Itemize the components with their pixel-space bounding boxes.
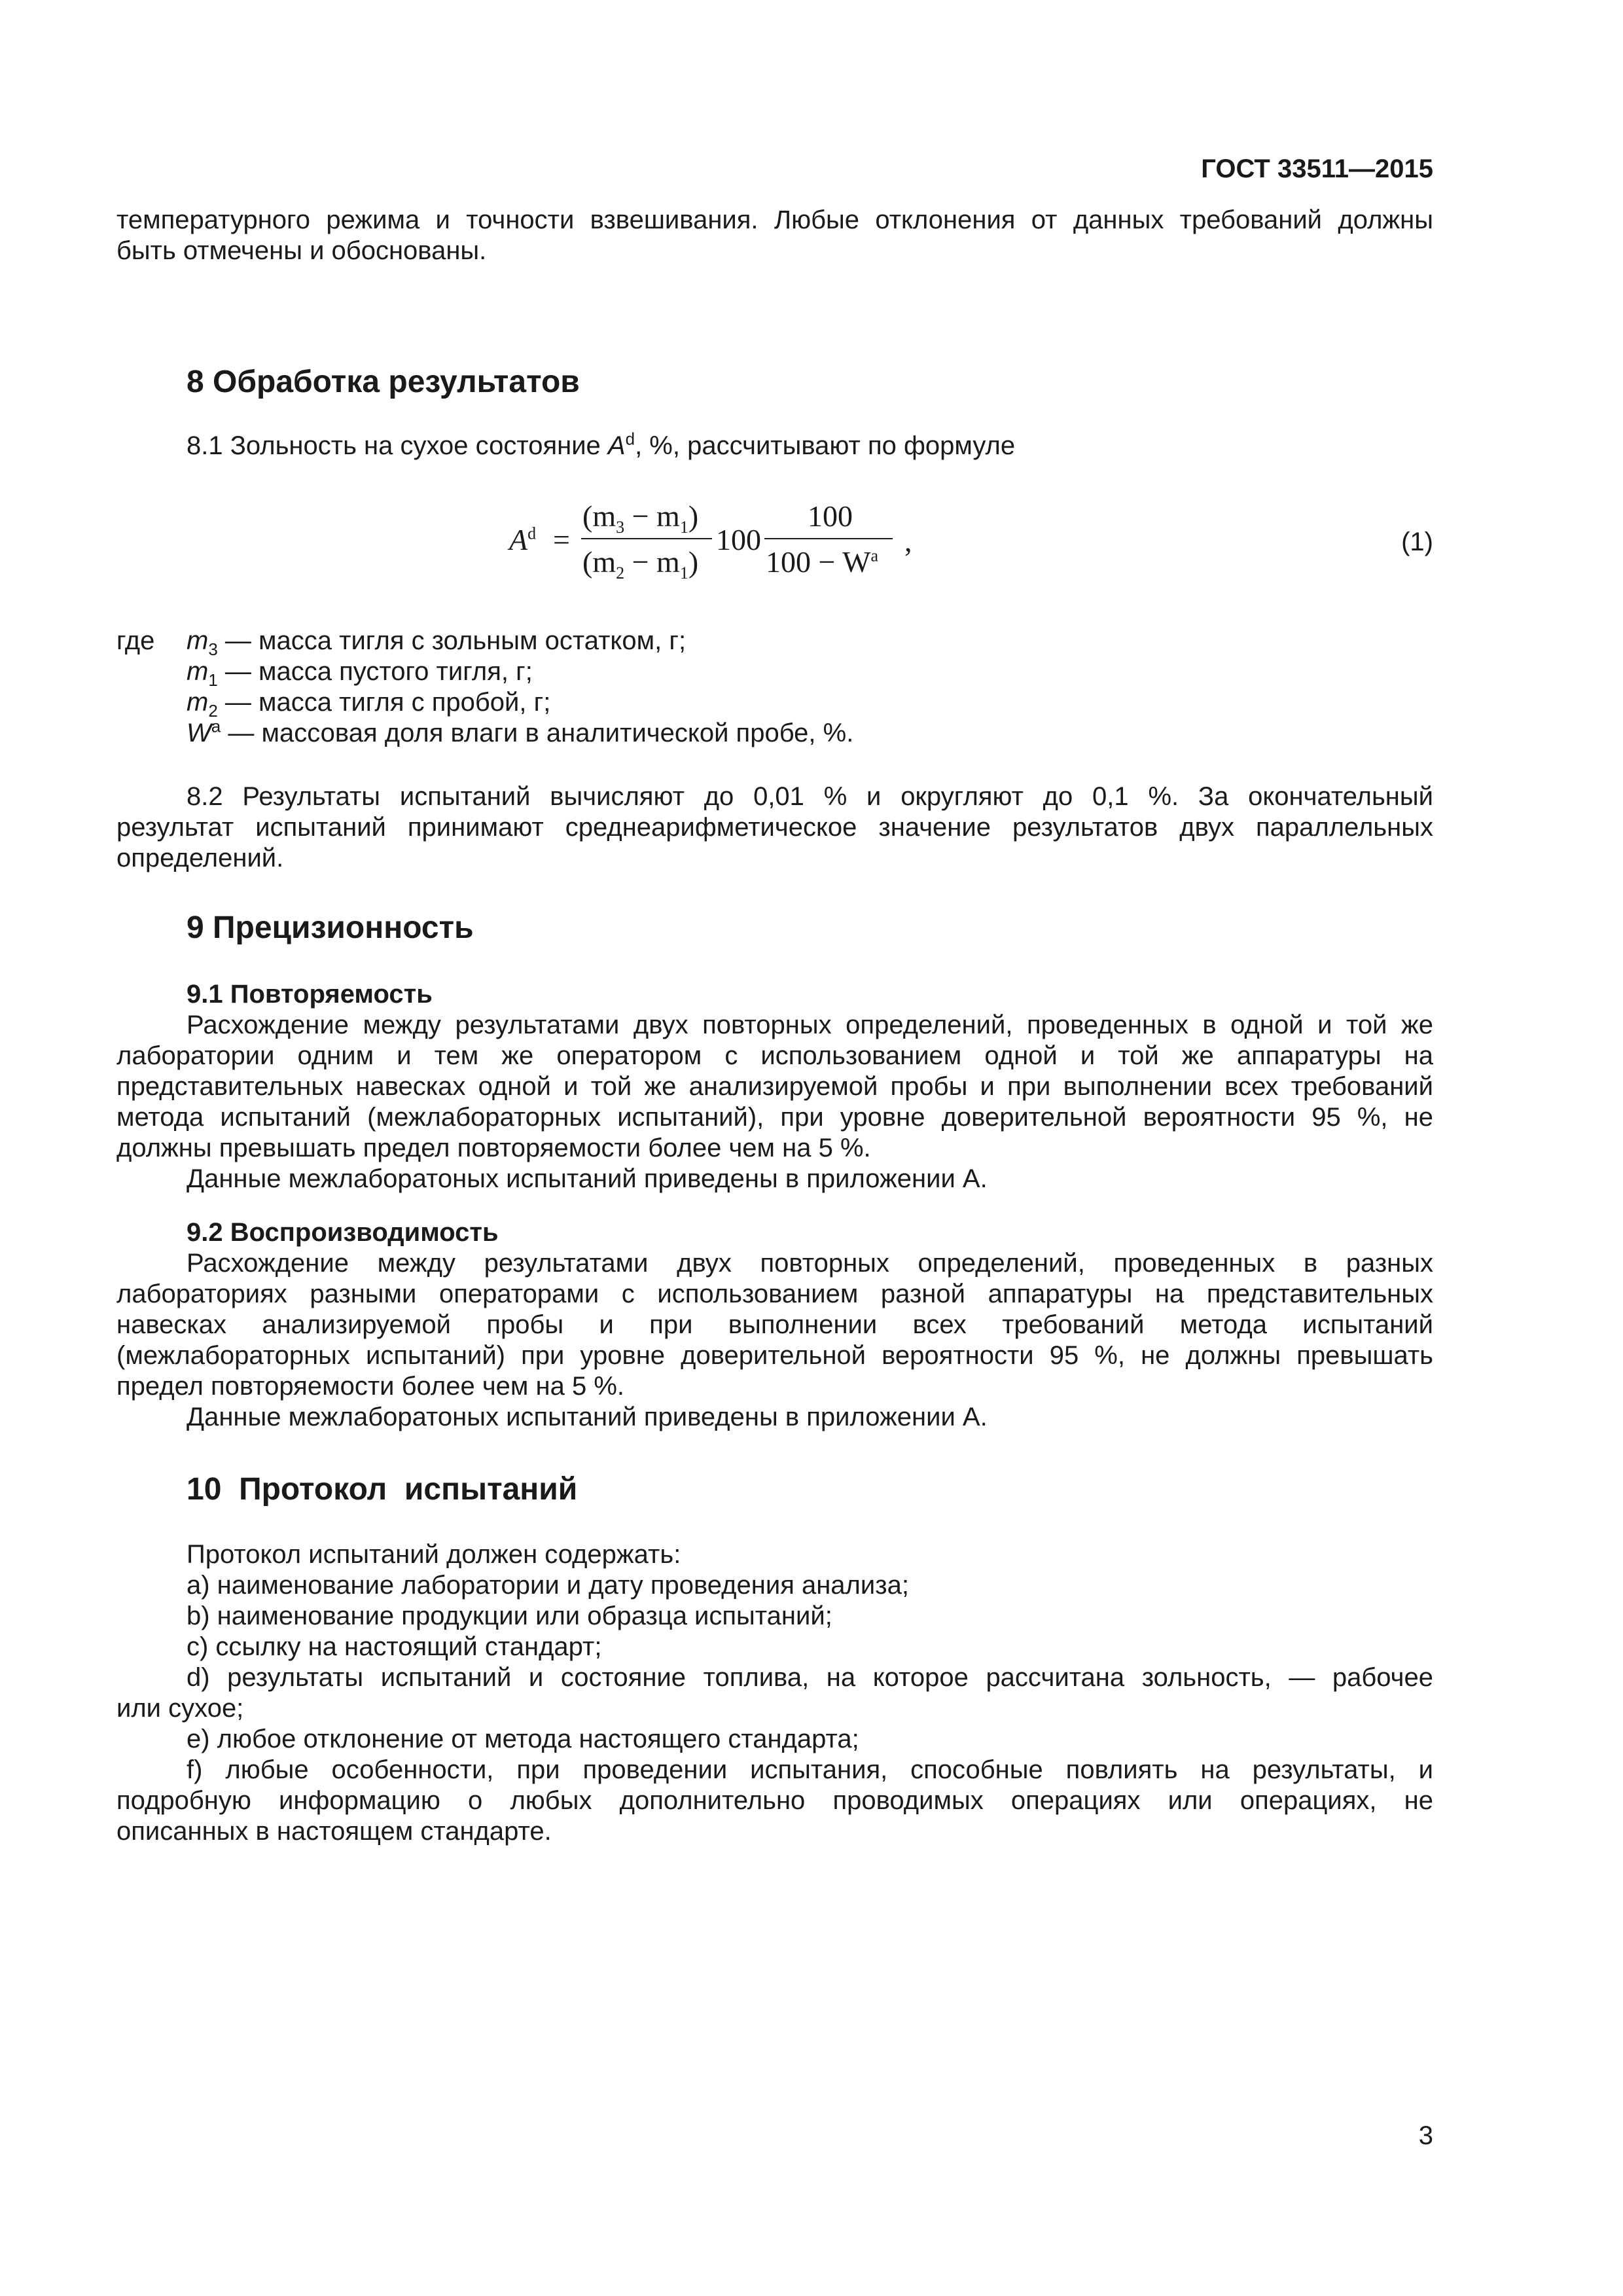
protocol-item-e: e) любое отклонение от метода настоящего стандарта; (187, 1725, 859, 1753)
den1-close: ) (688, 545, 699, 579)
num1-close: ) (688, 499, 699, 533)
num1-mid: − m (624, 499, 680, 533)
formula-equals: = (553, 523, 570, 556)
p92-line: Расхождение между результатами двух повторных определений, проведенных в разных (187, 1249, 1433, 1278)
p82-line: 8.2 Результаты испытаний вычисляют до 0,01 % и округляют до 0,1 %. За окончательный (187, 782, 1433, 811)
page-number: 3 (1418, 2121, 1433, 2150)
section-10-title: 10 Протокол испытаний (187, 1472, 578, 1507)
intro-line: температурного режима и точности взвешивания. Любые отклонения от данных требований должны (116, 206, 1433, 234)
where-item-m3 (187, 626, 853, 659)
p81-post: , %, рассчитывают по формуле (635, 431, 1016, 460)
den2-superscript: a (870, 546, 879, 565)
where-text: — масса пустого тигля, г; (217, 657, 533, 686)
where-text: — масса тигля с пробой, г; (217, 688, 551, 717)
where-lead: где (116, 626, 155, 655)
den1-open: (m (582, 545, 616, 579)
formula-lhs (509, 522, 536, 557)
where-symbol: m (187, 626, 209, 655)
p91-line: должны превышать предел повторяемости более чем на 5 %. (116, 1134, 871, 1162)
den1-mid: − m (624, 545, 680, 579)
paragraph-8-2 (116, 781, 1433, 874)
p92-note: Данные межлаборатоных испытаний приведены в приложении А. (187, 1403, 988, 1431)
protocol-item-a: a) наименование лаборатории и дату проведения анализа; (187, 1571, 909, 1600)
document-code: ГОСТ 33511—2015 (1201, 154, 1433, 183)
intro-line: быть отмечены и обоснованы. (116, 236, 487, 265)
paragraph-8-1 (187, 431, 1015, 461)
p92-line: (межлабораторных испытаний) при уровне доверительной вероятности 95 %, не должны превышать (116, 1341, 1433, 1370)
protocol-item-c: c) ссылку на настоящий стандарт; (187, 1632, 602, 1661)
p91-line: метода испытаний (межлабораторных испытаний), при уровне доверительной вероятности 95 %, не (116, 1103, 1433, 1132)
num1-sub2: 1 (679, 518, 688, 537)
protocol-item-f-cont: подробную информацию о любых дополнительно проводимых операциях или операциях, не (116, 1786, 1433, 1815)
protocol-item-f-cont: описанных в настоящем стандарте. (116, 1817, 552, 1846)
where-symbol: m (187, 657, 209, 686)
p91-note: Данные межлаборатоных испытаний приведены в приложении А. (187, 1164, 988, 1193)
protocol-list (116, 1539, 1433, 1847)
formula-lhs-symbol: A (509, 523, 528, 556)
protocol-item-b: b) наименование продукции или образца испытаний; (187, 1602, 832, 1630)
section-8-title: 8 Обработка результатов (187, 365, 580, 399)
protocol-intro: Протокол испытаний должен содержать: (187, 1540, 681, 1569)
formula-factor: 100 (716, 523, 761, 556)
formula-comma: , (904, 524, 912, 558)
where-symbol: W (187, 719, 211, 747)
protocol-item-d-cont: или сухое; (116, 1694, 244, 1723)
den2-text: 100 − W (766, 545, 871, 579)
p92-line: навесках анализируемой пробы и при выполнении всех требований метода испытаний (116, 1310, 1433, 1339)
where-superscript: a (211, 716, 221, 736)
where-text: — масса тигля с зольным остатком, г; (217, 626, 687, 655)
num1-open: (m (582, 499, 616, 533)
subsection-9-2-title: 9.2 Воспроизводимость (187, 1218, 499, 1247)
where-list (187, 626, 853, 749)
den1-sub2: 1 (679, 564, 688, 583)
p92-line: лабораториях разными операторами с использованием разной аппаратуры на представительных (116, 1280, 1433, 1308)
where-subscript: 3 (208, 639, 218, 659)
den1-sub: 2 (616, 564, 625, 583)
paragraph-9-2 (116, 1248, 1433, 1433)
protocol-item-f: f) любые особенности, при проведении испытания, способные повлиять на результаты, и (187, 1755, 1433, 1784)
where-item-m1 (187, 656, 853, 690)
p82-line: определений. (116, 844, 284, 872)
where-symbol: m (187, 688, 209, 717)
where-subscript: 1 (208, 670, 218, 690)
ash-superscript: d (625, 429, 635, 449)
formula-lhs-superscript: d (527, 524, 537, 543)
subsection-9-1-title: 9.1 Повторяемость (187, 980, 433, 1009)
paragraph-9-1 (116, 1010, 1433, 1194)
where-item-m2 (187, 687, 853, 721)
num1-sub: 3 (616, 518, 625, 537)
ash-symbol: A (607, 431, 626, 460)
p81-pre: 8.1 Зольность на сухое состояние (187, 431, 608, 460)
p91-line: лаборатории одним и тем же оператором с использованием одной и той же аппаратуры на (116, 1041, 1433, 1070)
p91-line: представительных навесках одной и той же анализируемой пробы и при выполнении всех требований (116, 1072, 1433, 1101)
where-subscript: 2 (208, 701, 218, 721)
p82-line: результат испытаний принимают среднеарифметическое значение результатов двух параллельных (116, 813, 1433, 842)
fraction-2-denominator (766, 545, 878, 579)
fraction-2-numerator: 100 (808, 499, 853, 533)
fraction-1-line (581, 538, 712, 539)
p91-line: Расхождение между результатами двух повторных определений, проведенных в одной и той же (187, 1011, 1433, 1039)
p92-line: предел повторяемости более чем на 5 %. (116, 1372, 625, 1401)
fraction-2-line (764, 538, 893, 539)
fraction-1-numerator (582, 499, 699, 537)
protocol-item-d: d) результаты испытаний и состояние топлива, на которое рассчитана зольность, — рабочее (187, 1663, 1433, 1692)
section-9-title: 9 Прецизионность (187, 910, 474, 945)
where-item-wa (187, 718, 853, 749)
intro-paragraph (116, 205, 1433, 266)
where-text: — массовая доля влаги в аналитической пробе, %. (221, 719, 854, 747)
formula-number: (1) (1401, 528, 1433, 556)
fraction-1-denominator (582, 545, 699, 583)
